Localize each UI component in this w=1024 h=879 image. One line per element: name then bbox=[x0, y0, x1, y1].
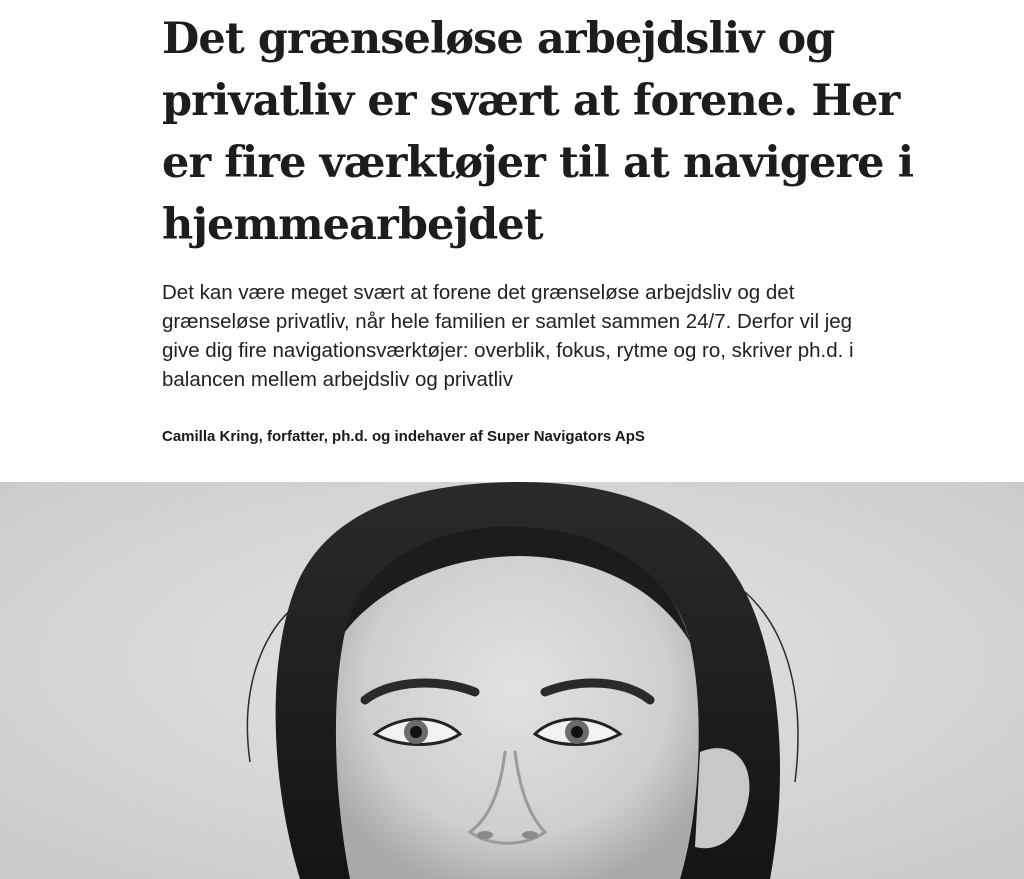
article-byline: Camilla Kring, forfatter, ph.d. og indehaver af Super Navigators ApS bbox=[162, 428, 645, 445]
article-lead: Det kan være meget svært at forene det grænseløse arbejdsliv og det grænseløse privatliv, når hele familien er samlet sammen 24/7. Derfor vil jeg give dig fire navigationsværktøjer: overblik, fokus, rytme og ro, skriver ph.d. i balancen mellem arbejdsliv og privatliv bbox=[162, 281, 854, 391]
article-header bbox=[162, 0, 962, 445]
article-headline: Det grænseløse arbejdsliv og privatliv er svært at forene. Her er fire værktøjer til at navigere i hjemmearbejdet bbox=[162, 14, 914, 250]
portrait-photo-icon bbox=[0, 482, 1024, 879]
hero-photo bbox=[0, 482, 1024, 879]
